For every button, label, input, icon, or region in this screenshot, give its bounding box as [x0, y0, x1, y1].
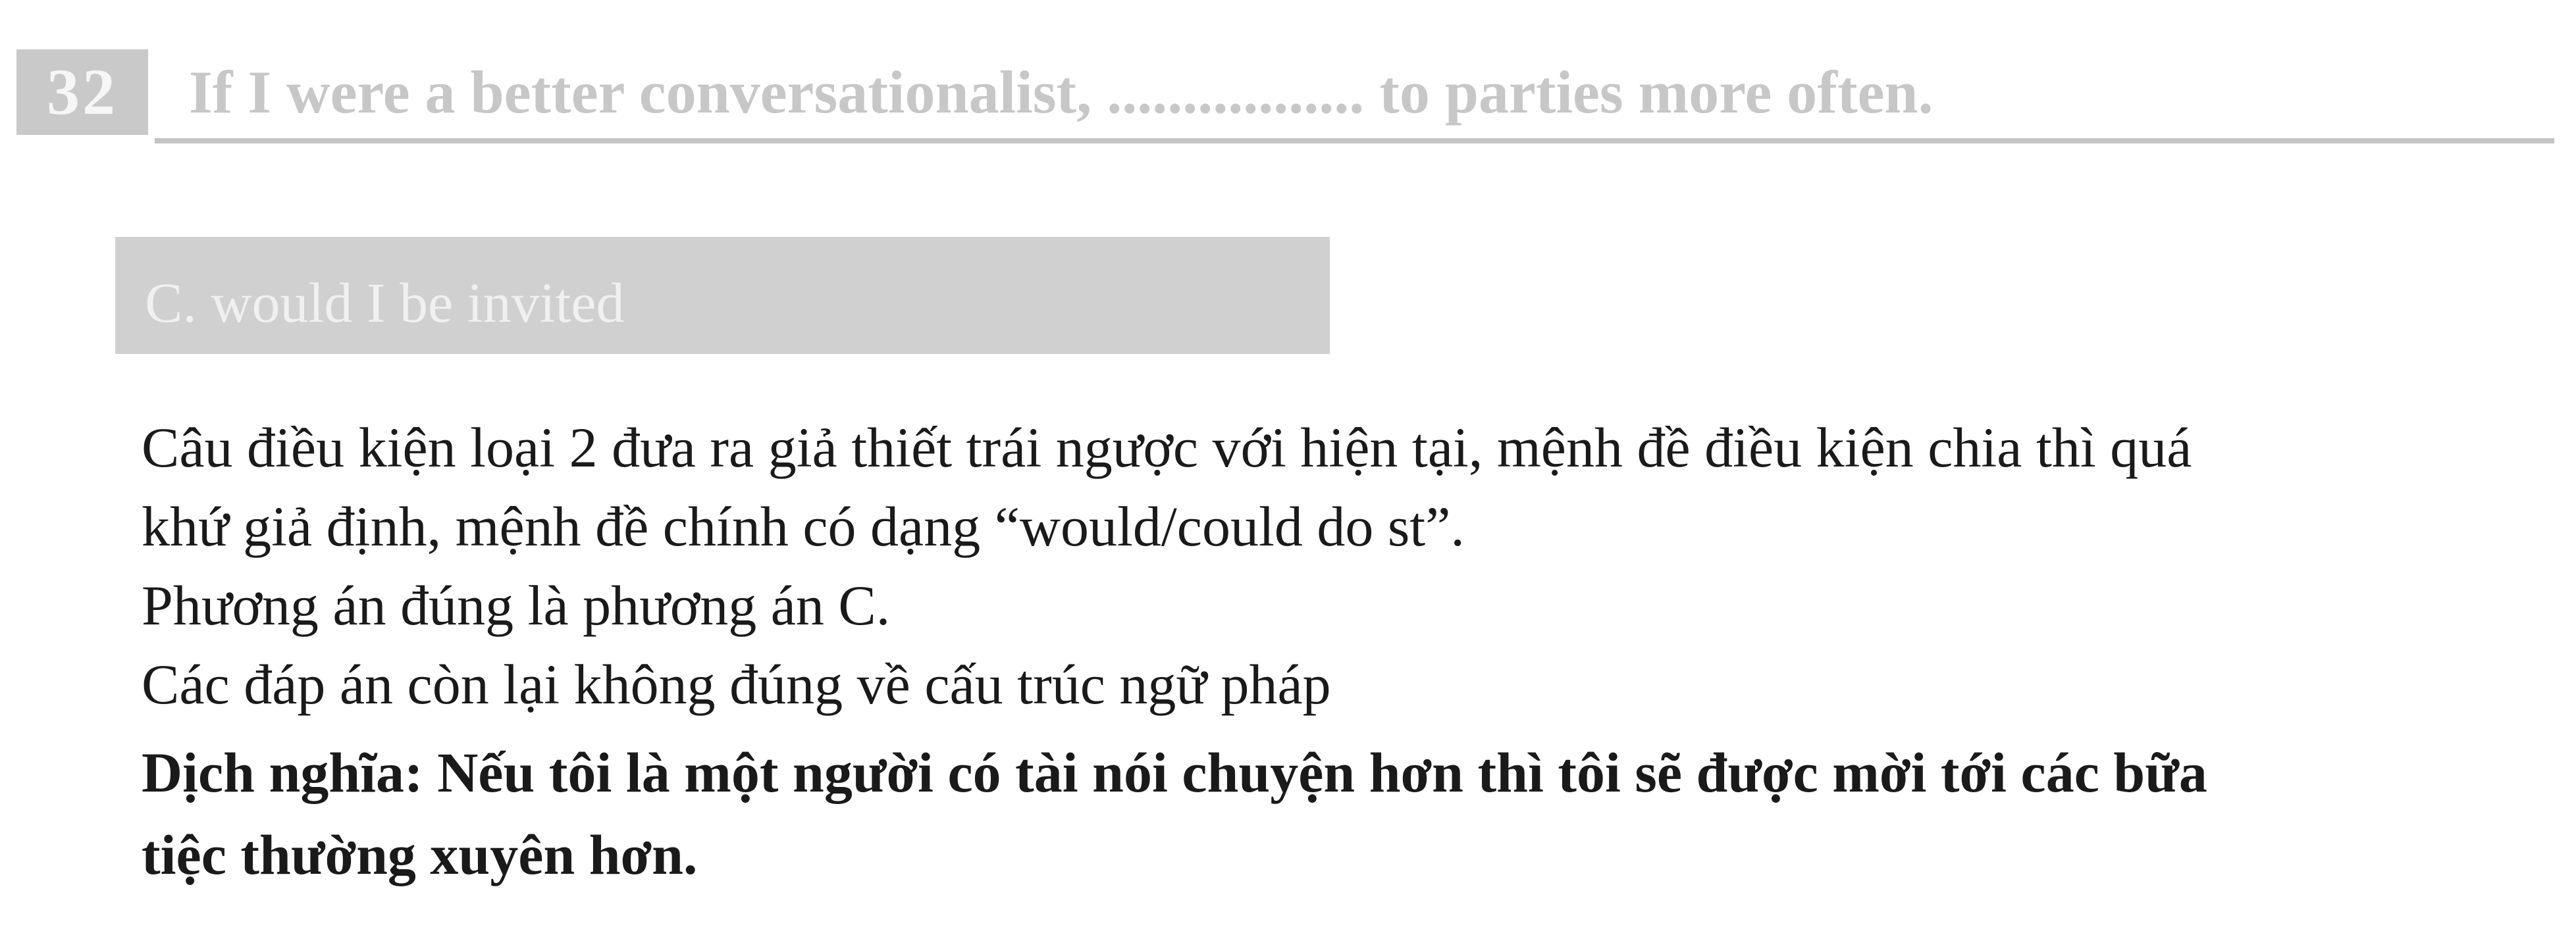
explanation-line: Phương án đúng là phương án C. — [142, 574, 891, 637]
question-number: 32 — [47, 55, 118, 128]
question-divider — [155, 138, 2554, 143]
translation-line: Dịch nghĩa: Nếu tôi là một người có tài nói chuyện hơn thì tôi sẽ được mời tới các bữa — [142, 741, 2207, 804]
explanation-line: Câu điều kiện loại 2 đưa ra giả thiết trái ngược với hiện tại, mệnh đề điều kiện chia thì quá — [142, 416, 2192, 479]
question-text: If I were a better conversationalist, ................. to parties more often. — [189, 59, 1933, 126]
translation-line: tiệc thường xuyên hơn. — [142, 823, 698, 886]
answer-box — [115, 237, 1330, 354]
explanation-line: khứ giả định, mệnh đề chính có dạng “would/could do st”. — [142, 495, 1465, 558]
question-number-badge — [16, 49, 148, 135]
explanation-line: Các đáp án còn lại không đúng về cấu trúc ngữ pháp — [142, 653, 1331, 716]
translation — [142, 732, 2564, 896]
question-header — [16, 49, 2554, 135]
explanation-block — [142, 408, 2564, 896]
answer-text: C. would I be invited — [145, 271, 625, 334]
